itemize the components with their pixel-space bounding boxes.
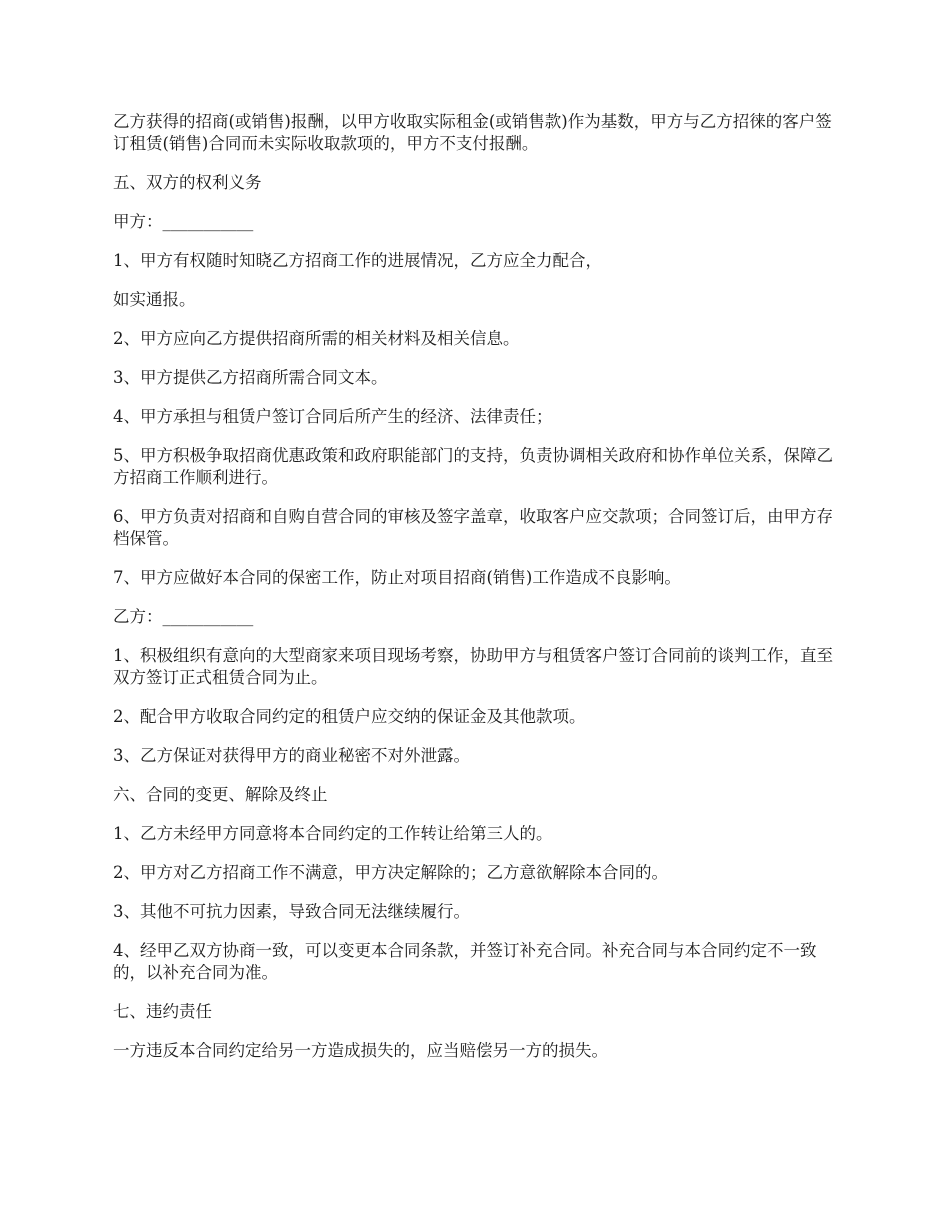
party-a-clause-5: 5、甲方积极争取招商优惠政策和政府职能部门的支持，负责协调相关政府和协作单位关系，保障乙方招商工作顺利进行。 bbox=[113, 446, 833, 487]
termination-clause-2: 2、甲方对乙方招商工作不满意，甲方决定解除的；乙方意欲解除本合同的。 bbox=[113, 863, 668, 882]
party-a-clause-1-continued: 如实通报。 bbox=[113, 290, 196, 309]
paragraph-remuneration-basis: 乙方获得的招商(或销售)报酬，以甲方收取实际租金(或销售款)作为基数，甲方与乙方招徕的客户签订租赁(销售)合同而未实际收取款项的，甲方不支付报酬。 bbox=[113, 112, 832, 153]
termination-clause-4: 4、经甲乙双方协商一致，可以变更本合同条款，并签订补充合同。补充合同与本合同约定不一致的，以补充合同为准。 bbox=[113, 941, 817, 982]
section-heading-liability: 七、违约责任 bbox=[113, 1002, 212, 1021]
party-b-label: 乙方：___________ bbox=[113, 607, 254, 626]
party-a-clause-2: 2、甲方应向乙方提供招商所需的相关材料及相关信息。 bbox=[113, 329, 520, 348]
party-a-label: 甲方：___________ bbox=[113, 212, 254, 231]
party-a-clause-1: 1、甲方有权随时知晓乙方招商工作的进展情况，乙方应全力配合， bbox=[113, 251, 602, 270]
party-b-clause-3: 3、乙方保证对获得甲方的商业秘密不对外泄露。 bbox=[113, 746, 470, 765]
section-heading-rights-obligations: 五、双方的权利义务 bbox=[113, 173, 262, 192]
section-heading-change-termination: 六、合同的变更、解除及终止 bbox=[113, 785, 328, 804]
party-a-clause-6: 6、甲方负责对招商和自购自营合同的审核及签字盖章，收取客户应交款项；合同签订后，由甲方存档保管。 bbox=[113, 507, 833, 548]
party-a-clause-4: 4、甲方承担与租赁户签订合同后所产生的经济、法律责任； bbox=[113, 407, 553, 426]
party-a-clause-7: 7、甲方应做好本合同的保密工作，防止对项目招商(销售)工作造成不良影响。 bbox=[113, 568, 681, 587]
document-body bbox=[113, 111, 840, 1079]
liability-clause: 一方违反本合同约定给另一方造成损失的，应当赔偿另一方的损失。 bbox=[113, 1041, 608, 1060]
termination-clause-1: 1、乙方未经甲方同意将本合同约定的工作转让给第三人的。 bbox=[113, 824, 553, 843]
party-b-clause-2: 2、配合甲方收取合同约定的租赁户应交纳的保证金及其他款项。 bbox=[113, 707, 586, 726]
party-a-clause-3: 3、甲方提供乙方招商所需合同文本。 bbox=[113, 368, 388, 387]
party-b-clause-1: 1、积极组织有意向的大型商家来项目现场考察，协助甲方与租赁客户签订合同前的谈判工作，直至双方签订正式租赁合同为止。 bbox=[113, 646, 833, 687]
termination-clause-3: 3、其他不可抗力因素，导致合同无法继续履行。 bbox=[113, 902, 470, 921]
